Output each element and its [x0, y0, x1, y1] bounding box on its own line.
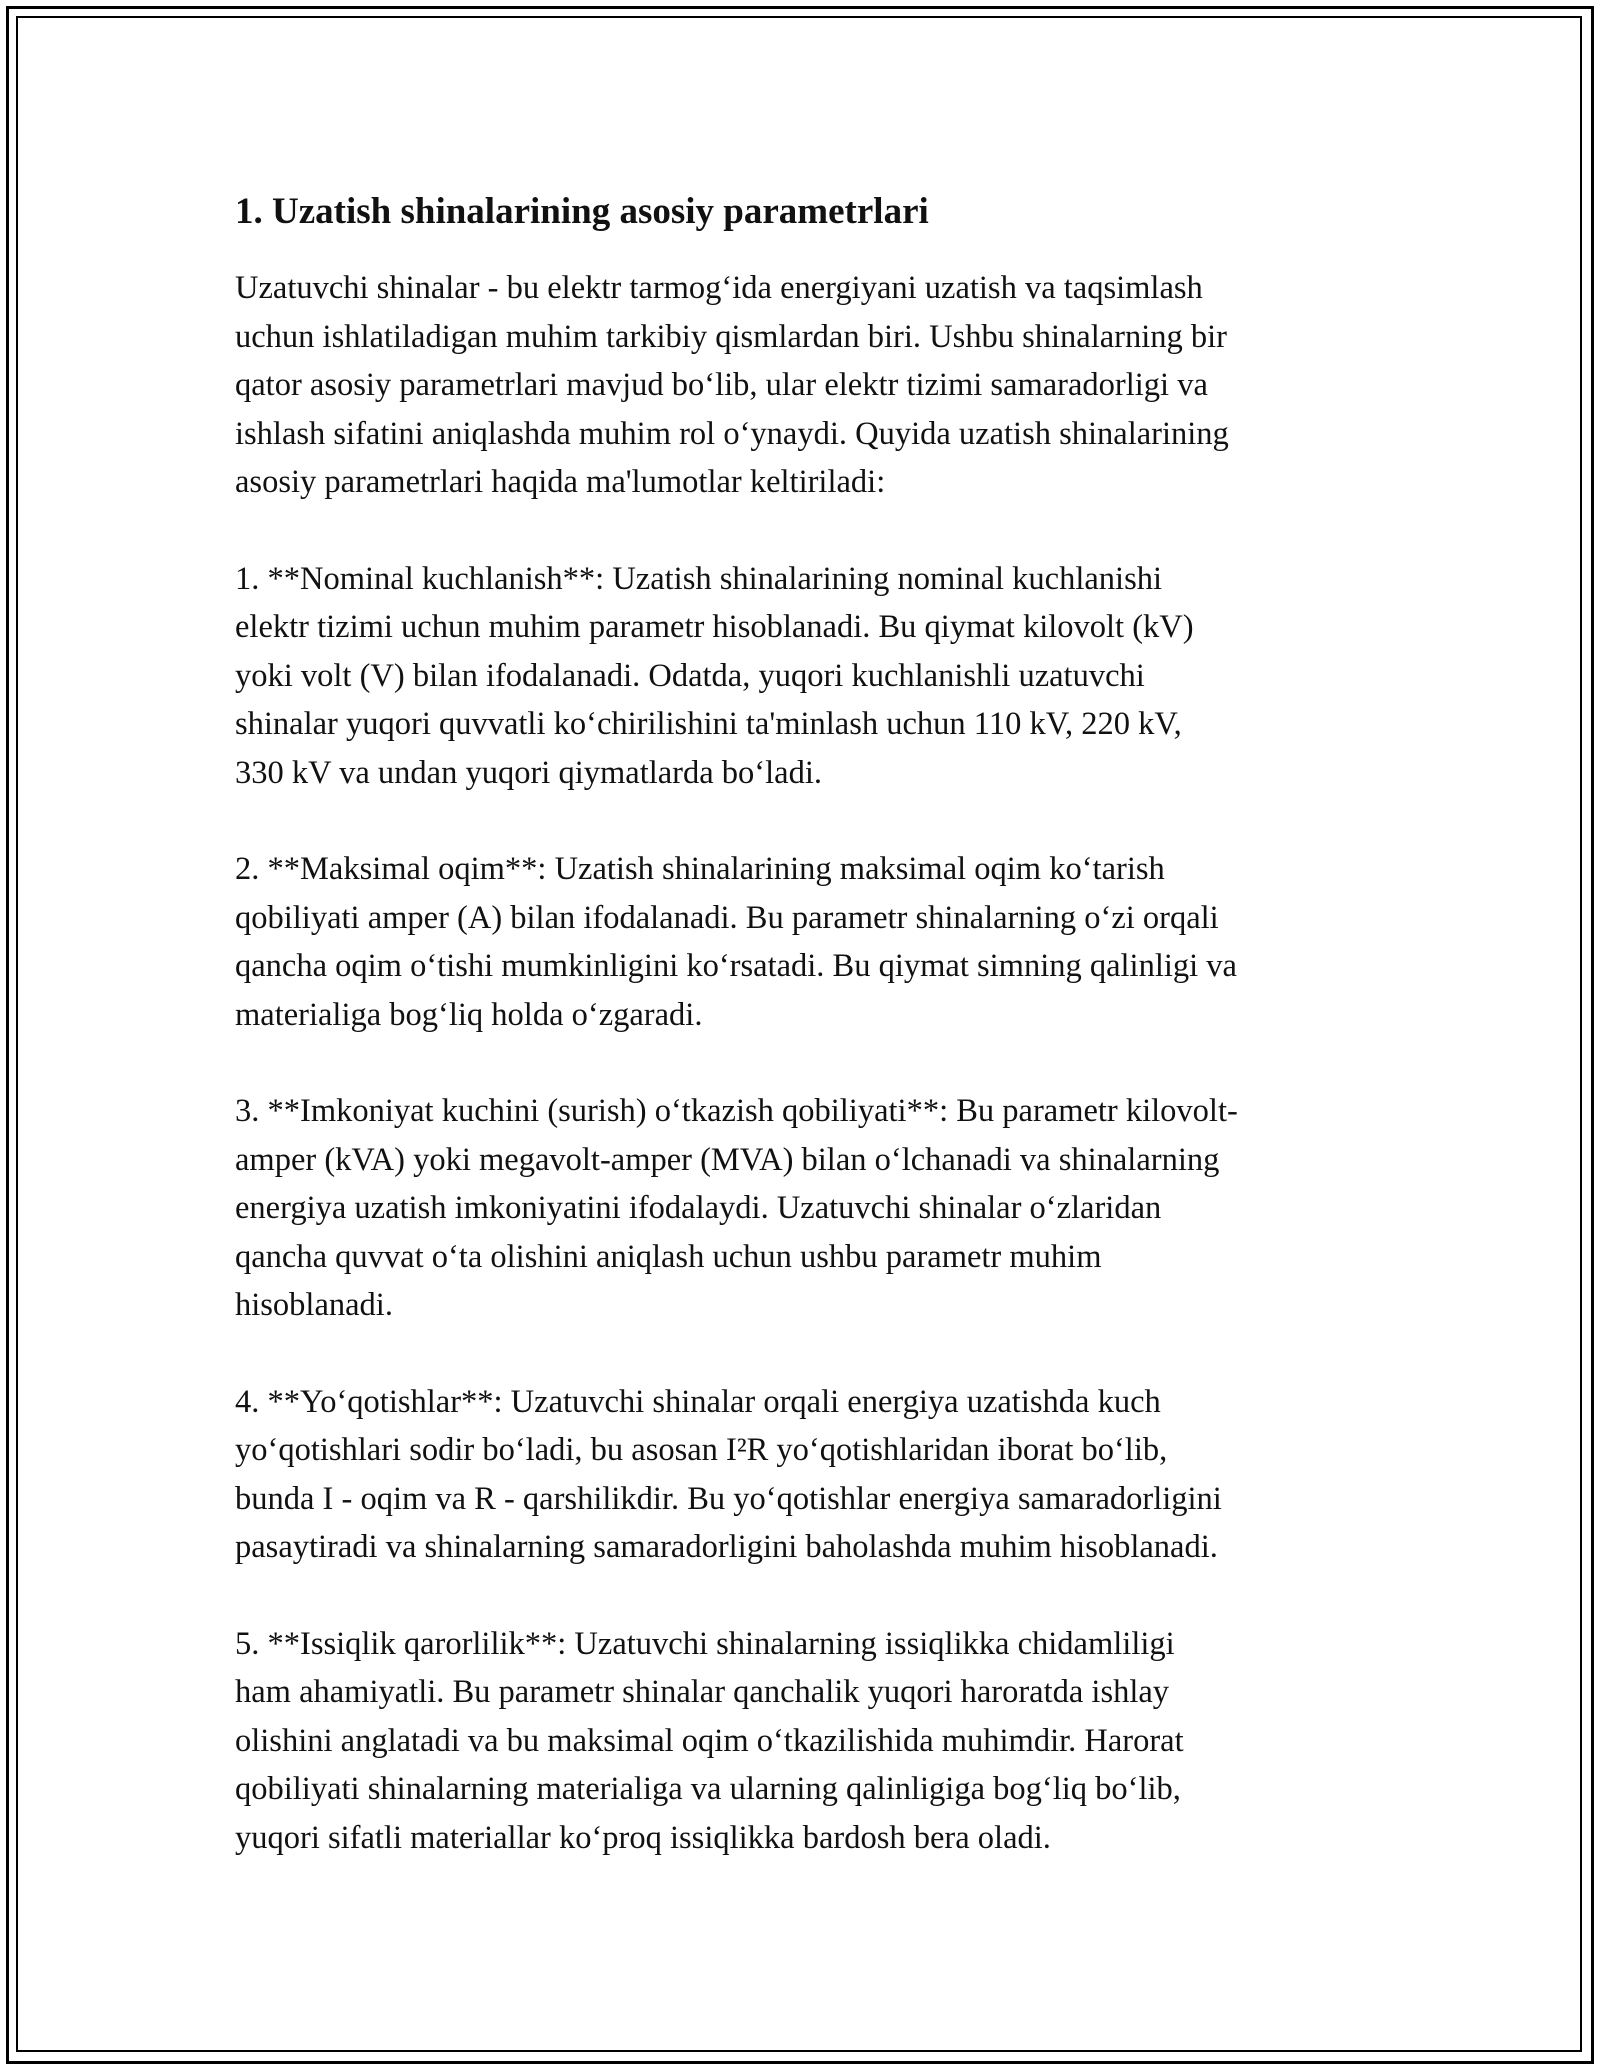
document-title: 1. Uzatish shinalarining asosiy parametrlari — [235, 191, 929, 232]
parameter-thermal-stability-paragraph: 5. **Issiqlik qarorlilik**: Uzatuvchi shinalarning issiqlikka chidamliligi ham ahamiyatli. Bu parametr shinalar qanchalik yuqori haroratda ishlay olishini anglatadi va bu maksimal oqim o‘tkazilishida muhimdir. Harorat qobiliyati shinalarning materialiga va ularning qalinligiga bog‘liq bo‘lib, yuqori sifatli materiallar ko‘proq issiqlikka bardosh bera oladi. — [235, 1625, 1184, 1856]
parameter-losses-paragraph: 4. **Yo‘qotishlar**: Uzatuvchi shinalar orqali energiya uzatishda kuch yo‘qotishlari sodir bo‘ladi, bu asosan I²R yo‘qotishlaridan iborat bo‘lib, bunda I - oqim va R - qarshilikdir. Bu yo‘qotishlar energiya samaradorligini pasaytiradi va shinalarning samaradorligini baholashda muhim hisoblanadi. — [235, 1383, 1222, 1565]
parameter-max-current-paragraph: 2. **Maksimal oqim**: Uzatish shinalarining maksimal oqim ko‘tarish qobiliyati amper (A) bilan ifodalanadi. Bu parametr shinalarning o‘zi orqali qancha oqim o‘tishi mumkinligini ko‘rsatadi. Bu qiymat simning qalinligi va materialiga bog‘liq holda o‘zgaradi. — [235, 851, 1237, 1033]
parameter-capacity-paragraph: 3. **Imkoniyat kuchini (surish) o‘tkazish qobiliyati**: Bu parametr kilovolt- amper (kVA) yoki megavolt-amper (MVA) bilan o‘lchanadi va shinalarning energiya uzatish imkoniyatini ifodalaydi. Uzatuvchi shinalar o‘zlaridan qancha quvvat o‘ta olishini aniqlash uchun ushbu parametr muhim hisoblanadi. — [235, 1093, 1238, 1323]
parameter-nominal-voltage-paragraph: 1. **Nominal kuchlanish**: Uzatish shinalarining nominal kuchlanishi elektr tizimi uchun muhim parametr hisoblanadi. Bu qiymat kilovolt (kV) yoki volt (V) bilan ifodalanadi. Odatda, yuqori kuchlanishli uzatuvchi shinalar yuqori quvvatli ko‘chirilishini ta'minlash uchun 110 kV, 220 kV, 330 kV va undan yuqori qiymatlarda bo‘ladi. — [235, 560, 1194, 791]
document-body — [235, 188, 1375, 1910]
intro-paragraph: Uzatuvchi shinalar - bu elektr tarmog‘ida energiyani uzatish va taqsimlash uchun ishlatiladigan muhim tarkibiy qismlardan biri. Ushbu shinalarning bir qator asosiy parametrlari mavjud bo‘lib, ular elektr tizimi samaradorligi va ishlash sifatini aniqlashda muhim rol o‘ynaydi. Quyida uzatish shinalarining asosiy parametrlari haqida ma'lumotlar keltiriladi: — [235, 270, 1229, 500]
